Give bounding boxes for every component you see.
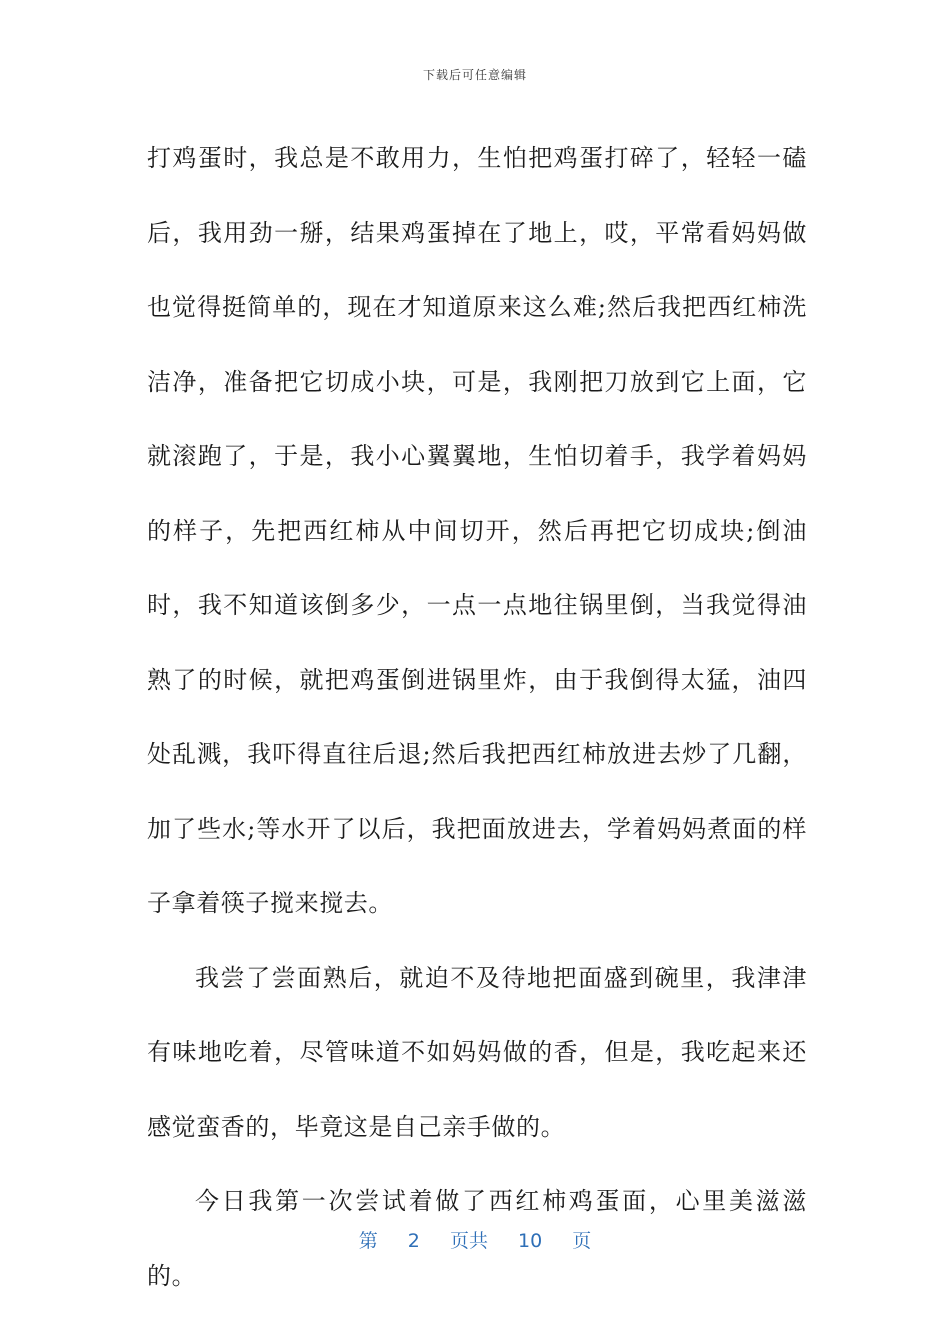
paragraph-1: 打鸡蛋时，我总是不敢用力，生怕把鸡蛋打碎了，轻轻一磕后，我用劲一掰，结果鸡蛋掉在了地上，哎，平常看妈妈做也觉得挺简单的，现在才知道原来这么难;然后我把西红柿洗洁净，准备把它切成小块，可是，我刚把刀放到它上面，它就滚跑了，于是，我小心翼翼地，生怕切着手，我学着妈妈的样子，先把西红柿从中间切开，然后再把它切成块;倒油时，我不知道该倒多少，一点一点地往锅里倒，当我觉得油熟了的时候，就把鸡蛋倒进锅里炸，由于我倒得太猛，油四处乱溅，我吓得直往后退;然后我把西红柿放进去炒了几翻，加了些水;等水开了以后，我把面放进去，学着妈妈煮面的样子拿着筷子搅来搅去。 — [147, 144, 807, 917]
current-page-number: 2 — [407, 1230, 420, 1252]
footer-middle: 页共 — [449, 1230, 488, 1252]
paragraph-3: 今日我第一次尝试着做了西红柿鸡蛋面，心里美滋滋的。 — [147, 1187, 807, 1290]
page-header: 下载后可任意编辑 — [422, 68, 527, 82]
footer-suffix: 页 — [572, 1230, 592, 1252]
footer-prefix: 第 — [358, 1230, 378, 1252]
paragraph-2: 我尝了尝面熟后，就迫不及待地把面盛到碗里，我津津有味地吃着，尽管味道不如妈妈做的香，但是，我吃起来还感觉蛮香的，毕竟这是自己亲手做的。 — [147, 963, 807, 1141]
document-body — [147, 121, 807, 1313]
total-pages-number: 10 — [518, 1230, 543, 1252]
page-footer — [0, 1226, 950, 1253]
